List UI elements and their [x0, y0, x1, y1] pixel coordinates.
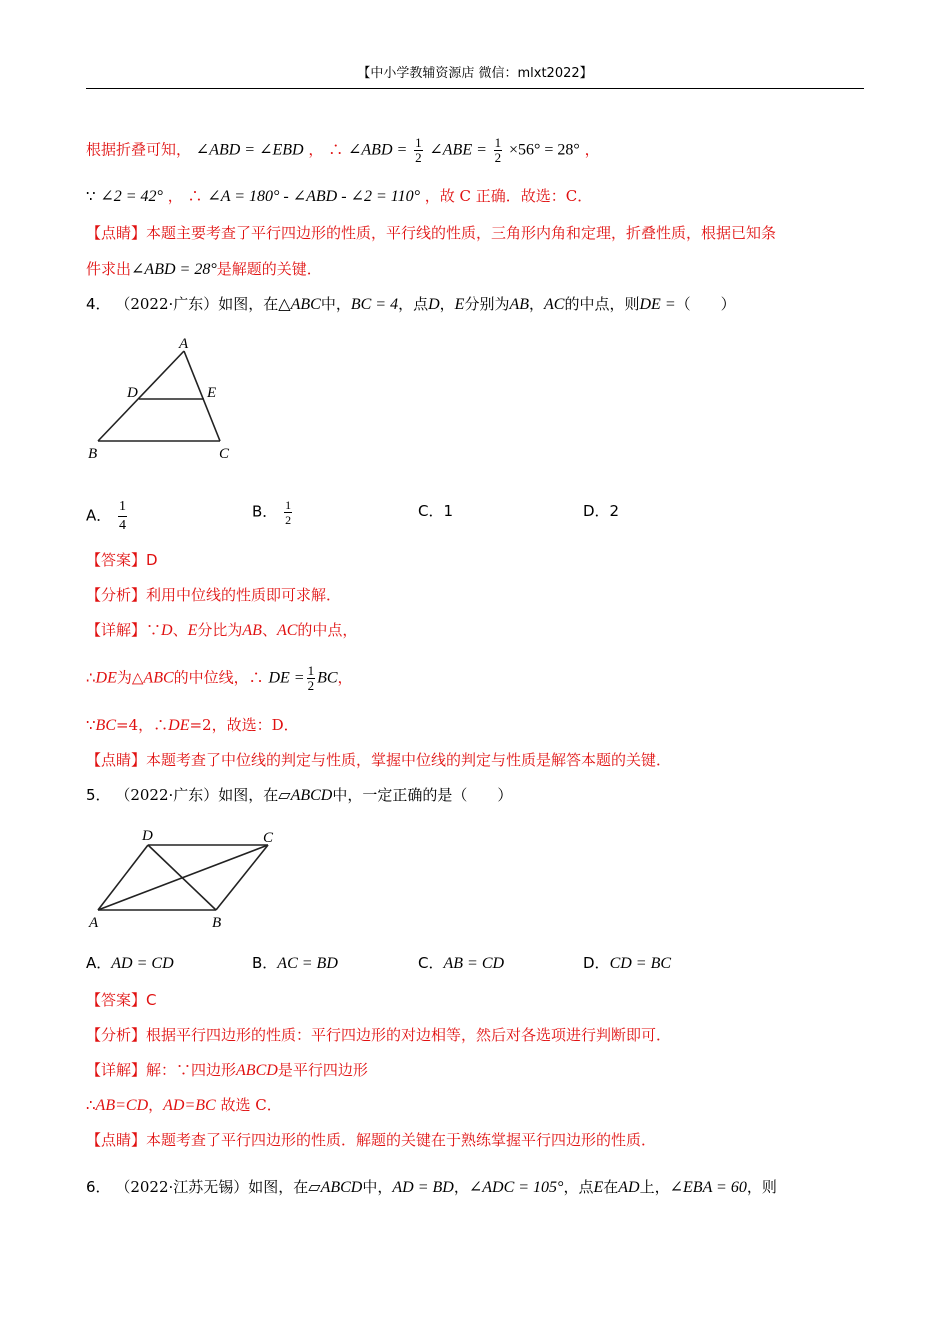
- q5-answer: [86, 988, 157, 1012]
- math-expr: E: [454, 296, 465, 313]
- therefore-symbol: ∴: [328, 140, 344, 159]
- because-symbol: ∵: [146, 621, 162, 639]
- answer-blank: （ ）: [675, 295, 736, 313]
- q4-analysis: [86, 583, 341, 607]
- tag: 【答案】: [86, 551, 147, 569]
- text: ，故 C 正确．故选：C．: [424, 187, 593, 205]
- text: ，: [439, 295, 455, 313]
- side-ab: [98, 351, 184, 441]
- q4-answer: [86, 548, 158, 572]
- option-text: AB = CD: [443, 955, 505, 972]
- question-5: 5． （2022·广东）如图，在▱ABCD中，一定正确的是（ ）: [86, 786, 513, 804]
- label-a: A: [179, 336, 189, 352]
- math-expr: BC = 4: [350, 296, 399, 313]
- option-d[interactable]: D．2: [583, 502, 620, 520]
- option-label: D．: [583, 954, 610, 972]
- question-number: 6．: [86, 1178, 111, 1196]
- option-label: B．: [252, 502, 278, 521]
- label-c: C: [219, 446, 230, 462]
- text: 利用中位线的性质即可求解．: [146, 586, 342, 604]
- tag: 【分析】: [86, 1026, 147, 1044]
- question-4: [86, 292, 736, 317]
- option-text: AD = CD: [111, 955, 174, 972]
- because-symbol: ∵: [86, 187, 96, 205]
- therefore-symbol: ∴: [187, 187, 203, 205]
- tag: 【分析】: [86, 586, 147, 604]
- q5-detail: 【详解】解：∵四边形ABCD是平行四边形: [86, 1061, 368, 1079]
- note-line-1: [86, 221, 776, 245]
- text: 本题考查了平行四边形的性质．解题的关键在于熟练掌握平行四边形的性质．: [146, 1131, 657, 1149]
- text: 根据平行四边形的性质：平行四边形的对边相等，然后对各选项进行判断即可．: [146, 1026, 672, 1044]
- triangle-figure: [86, 333, 231, 463]
- option-label: A．: [86, 954, 112, 972]
- math-expr: ∠ABD = 28°: [131, 261, 217, 278]
- fraction: $\frac{1}{2}$: [415, 135, 422, 165]
- text: ，: [167, 187, 183, 205]
- math-expr: △ABC: [278, 296, 321, 313]
- tag: 【点睛】: [86, 1131, 147, 1149]
- option-text: CD = BC: [609, 955, 672, 972]
- fraction: $\frac{1}{2}$: [494, 135, 502, 165]
- answer-value: C: [146, 991, 157, 1009]
- tag: 【点睛】: [86, 751, 147, 769]
- text: 的中点，则: [564, 295, 640, 313]
- text: 根据折叠可知，: [86, 140, 192, 159]
- q5-detail-2: ∴AB=CD，AD=BC 故选 C．: [86, 1096, 282, 1114]
- option-d[interactable]: [583, 951, 671, 976]
- text: 中，: [320, 295, 351, 313]
- math-expr: ∠ABD = ∠EBD: [195, 141, 304, 159]
- q5-note: [86, 1128, 656, 1152]
- text: （2022·广东）如图，在: [115, 295, 279, 313]
- tag: 【详解】: [86, 621, 147, 639]
- math-expr: AC: [544, 296, 565, 313]
- question-number: 4．: [86, 295, 111, 313]
- q4-note: [86, 748, 671, 772]
- option-text: AC = BD: [277, 955, 338, 972]
- text: 是解题的关键．: [216, 260, 322, 278]
- label-c: C: [263, 830, 274, 846]
- text: 分别为: [464, 295, 510, 313]
- solution-line-2: [86, 184, 592, 209]
- page-header: 【中小学教辅资源店 微信：mlxt2022】: [86, 60, 864, 89]
- math-expr: ∠A = 180° - ∠ABD - ∠2 = 110°: [207, 188, 420, 205]
- text: ，点: [398, 295, 429, 313]
- option-b[interactable]: [252, 951, 338, 976]
- option-label: C．: [418, 954, 444, 972]
- tag: 【点睛】: [86, 224, 147, 242]
- q4-detail: 【详解】∵D、E分比为AB、AC的中点，: [86, 621, 358, 639]
- text: 本题考查了中位线的判定与性质，掌握中位线的判定与性质是解答本题的关键．: [146, 751, 672, 769]
- text: ，: [308, 140, 324, 159]
- q5-analysis: [86, 1023, 671, 1047]
- label-b: B: [212, 915, 222, 931]
- diagonal-bd: [148, 845, 216, 910]
- tag: 【详解】: [86, 1061, 147, 1079]
- option-label: B．: [252, 954, 278, 972]
- label-e: E: [207, 385, 217, 401]
- solution-line-1: [86, 136, 600, 165]
- math-expr: D: [428, 296, 440, 313]
- note-line-2: [86, 257, 322, 282]
- option-c[interactable]: [418, 951, 504, 976]
- label-d: D: [142, 828, 153, 844]
- text: ，: [584, 140, 600, 159]
- option-a[interactable]: [86, 498, 129, 535]
- fraction: $\frac{1}{4}$: [119, 499, 127, 533]
- label-d: D: [127, 385, 138, 401]
- math-expr: ∠ABD =: [347, 141, 408, 159]
- question-number: 5．: [86, 786, 111, 804]
- fraction: $\frac{1}{2}$: [307, 663, 315, 693]
- math-expr: ∠ABE =: [429, 141, 487, 159]
- text: 件求出: [86, 260, 132, 278]
- question-6: 6． （2022·江苏无锡）如图，在▱ABCD中，AD = BD，∠ADC = 105°，点E在AD上，∠EBA = 60，则: [86, 1178, 777, 1196]
- q4-detail-2: ∴DE为△ABC的中位线，∴ DE = $\frac{1}{2}$ BC，: [86, 663, 353, 693]
- answer-value: D: [146, 551, 158, 569]
- fraction: $\frac{1}{2}$: [285, 498, 292, 527]
- math-expr: AB: [509, 296, 530, 313]
- text: ，: [529, 295, 545, 313]
- option-a[interactable]: [86, 951, 174, 976]
- math-expr: ∠2 = 42°: [100, 188, 163, 205]
- q4-detail-3: ∵BC=4，∴DE=2，故选：D．: [86, 716, 299, 734]
- option-b[interactable]: [252, 498, 294, 527]
- option-c[interactable]: C．1: [418, 502, 454, 520]
- parallelogram-figure: [86, 823, 286, 935]
- math-expr: DE =: [639, 296, 676, 313]
- math-expr: ×56° = 28°: [508, 141, 580, 159]
- label-b: B: [88, 446, 98, 462]
- option-label: A．: [86, 506, 112, 525]
- text: 本题主要考查了平行四边形的性质，平行线的性质，三角形内角和定理，折叠性质，根据已知条: [146, 224, 777, 242]
- label-a: A: [89, 915, 99, 931]
- tag: 【答案】: [86, 991, 147, 1009]
